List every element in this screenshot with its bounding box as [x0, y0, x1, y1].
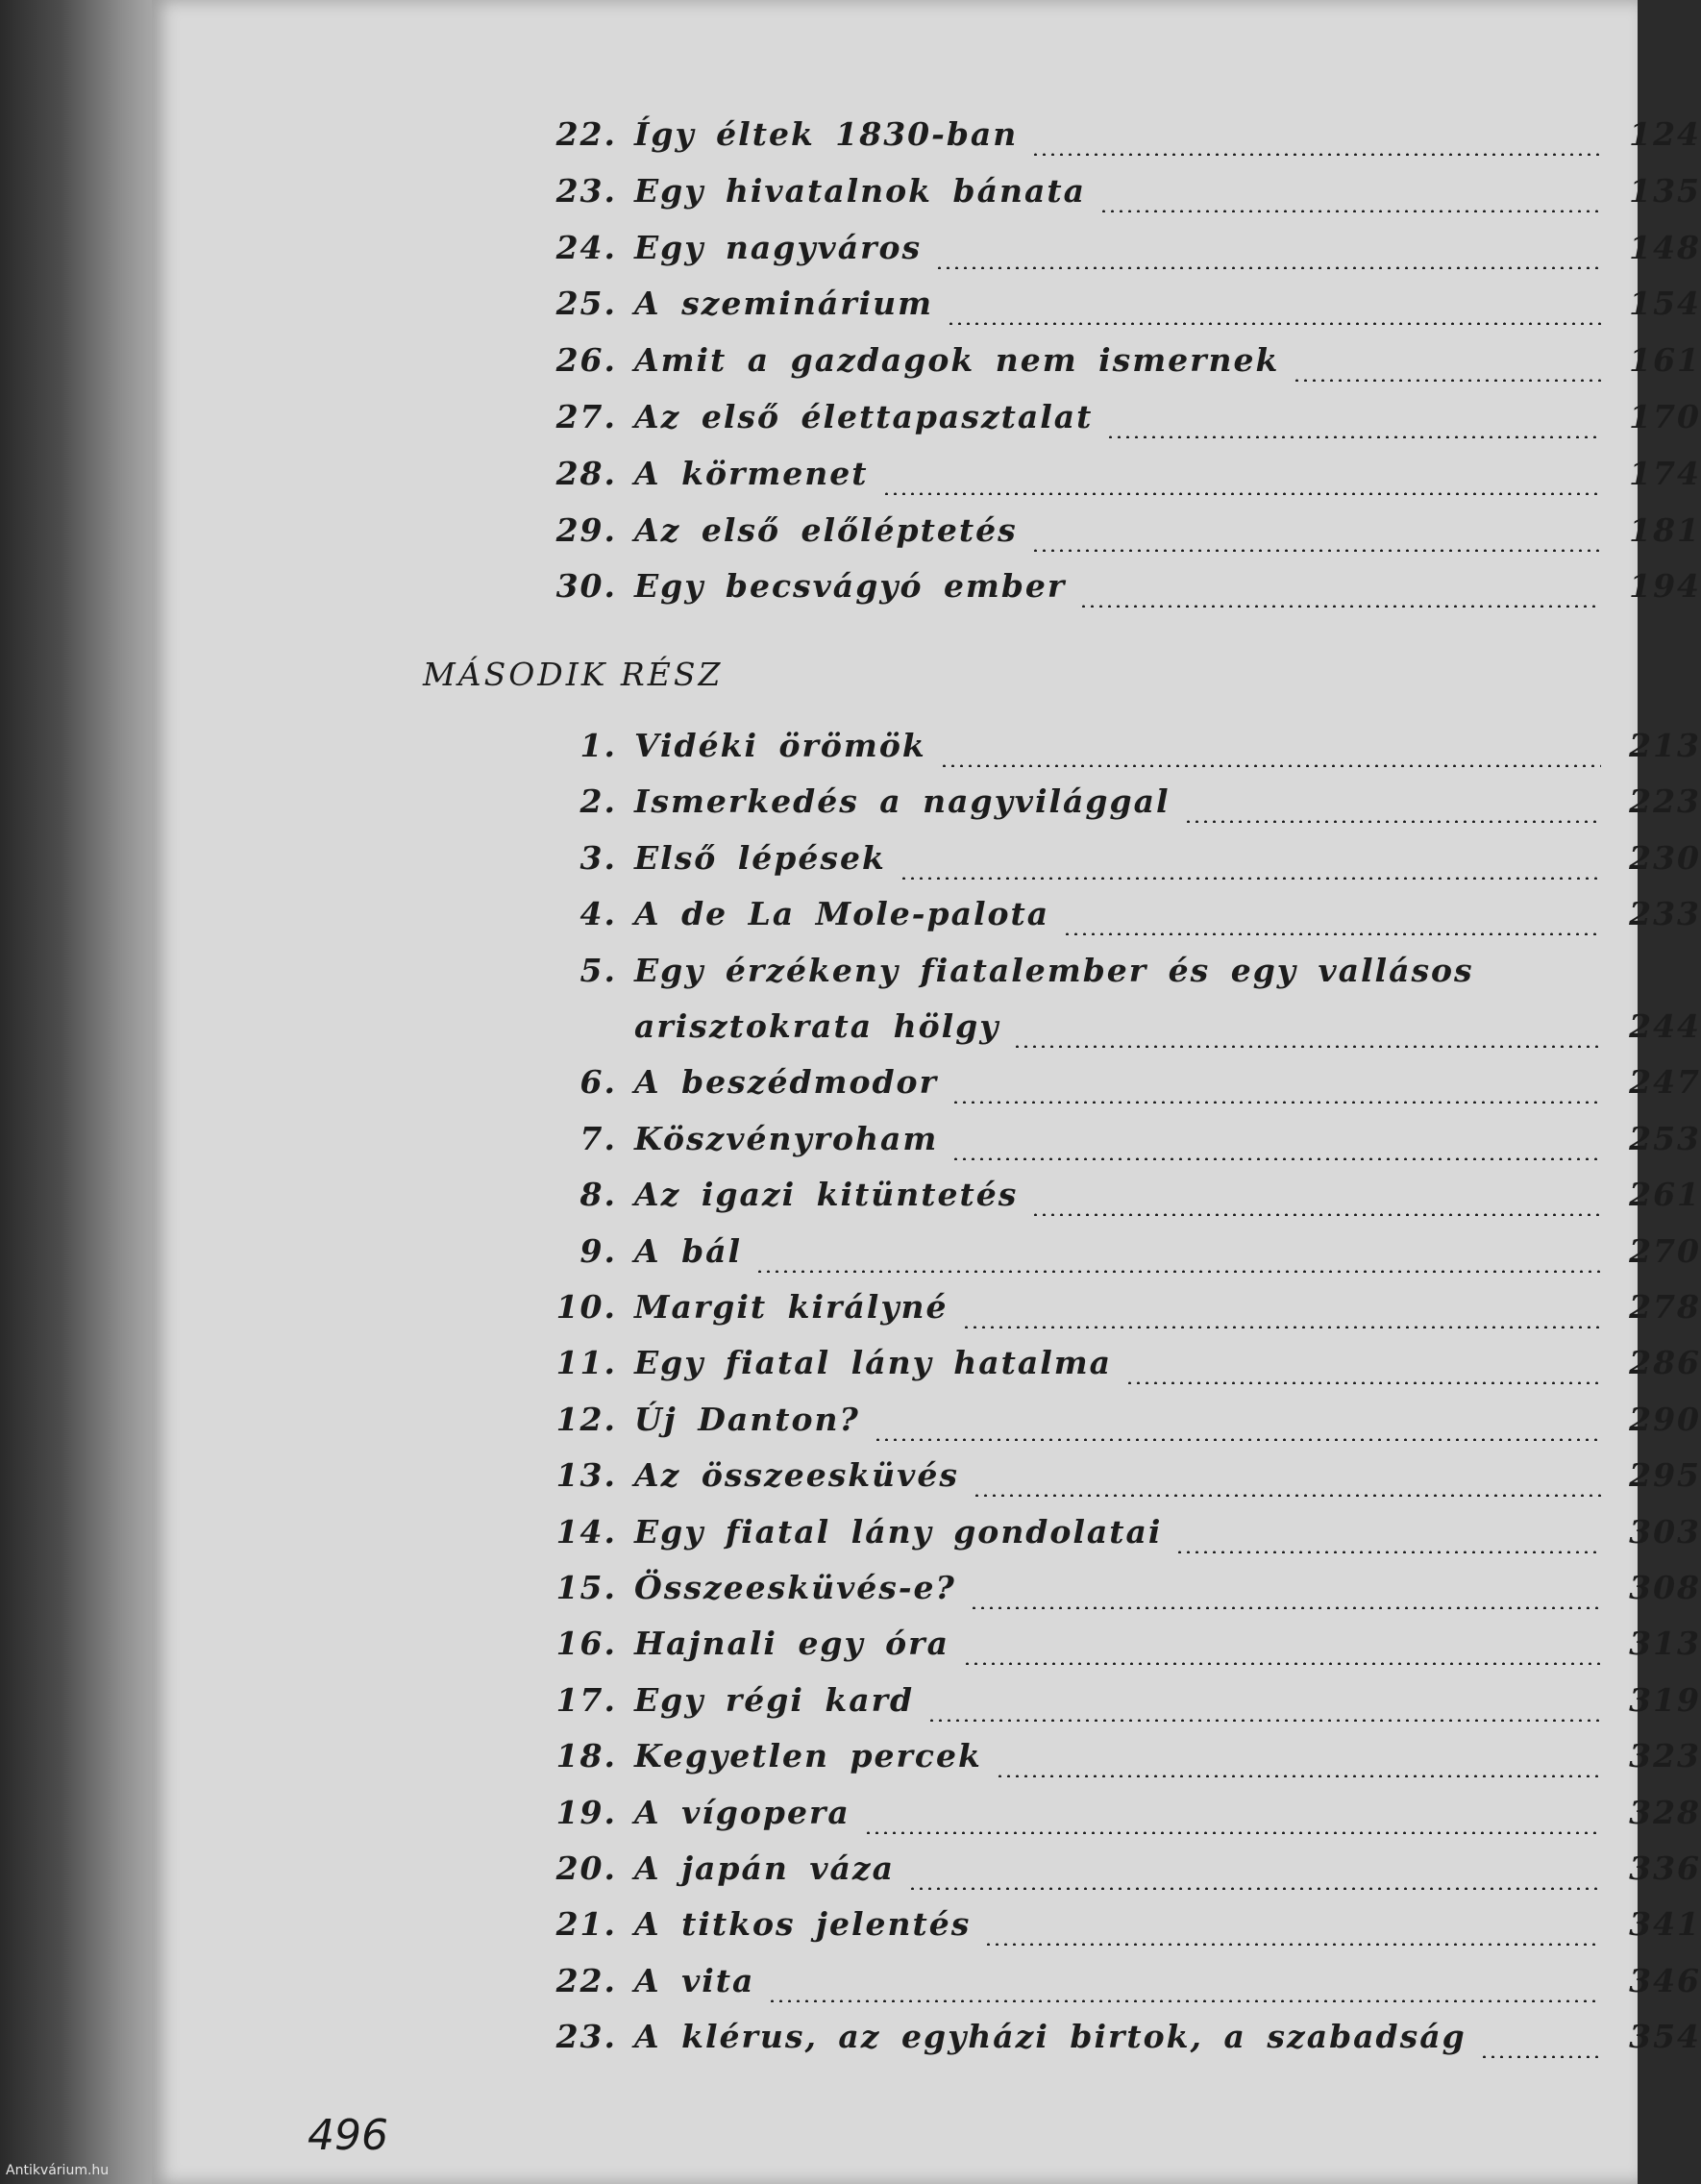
chapter-number: 7.	[579, 1119, 617, 1157]
chapter-number: 6.	[579, 1063, 617, 1102]
dot-leader	[1063, 932, 1601, 935]
chapter-title: A szeminárium	[634, 285, 934, 323]
chapter-title: Margit királyné	[634, 1288, 949, 1326]
dot-leader	[1031, 1213, 1601, 1216]
toc-entry	[490, 285, 1701, 338]
toc-entry	[490, 172, 1701, 226]
chapter-number: 5.	[579, 951, 617, 989]
dot-leader	[951, 1157, 1601, 1160]
chapter-title: Hajnali egy óra	[634, 1625, 949, 1663]
toc-entry	[490, 1456, 1701, 1510]
chapter-title: Amit a gazdagok nem ismernek	[634, 341, 1280, 380]
section-heading: MÁSODIK RÉSZ	[423, 656, 724, 693]
chapter-title: Köszvényroham	[634, 1119, 939, 1157]
chapter-page: 170	[1629, 398, 1701, 435]
dot-leader	[940, 764, 1601, 767]
chapter-page: 181	[1629, 510, 1701, 549]
chapter-number: 17.	[555, 1680, 617, 1719]
chapter-number: 22.	[555, 1961, 617, 1999]
chapter-page: 270	[1629, 1231, 1701, 1270]
toc-entry	[490, 1849, 1701, 1903]
page-number: 496	[308, 2111, 388, 2160]
toc-entry	[490, 455, 1701, 509]
dot-leader	[864, 1831, 1601, 1834]
chapter-number: 14.	[555, 1512, 617, 1551]
book-spine-shadow	[0, 0, 154, 2184]
chapter-page: 278	[1629, 1288, 1701, 1326]
chapter-page: 346	[1629, 1961, 1701, 1999]
dot-leader	[755, 1270, 1601, 1273]
chapter-title: Egy fiatal lány hatalma	[634, 1344, 1113, 1382]
chapter-title: A vígopera	[634, 1793, 850, 1831]
chapter-title: Az összeesküvés	[634, 1456, 959, 1495]
toc-entry	[490, 1288, 1701, 1342]
chapter-number: 22.	[555, 115, 617, 153]
dot-leader	[951, 1101, 1601, 1104]
chapter-page: 154	[1629, 285, 1701, 323]
chapter-number: 27.	[555, 398, 617, 435]
chapter-number: 2.	[579, 782, 617, 821]
toc-entry	[490, 1794, 1701, 1848]
chapter-page: 336	[1629, 1849, 1701, 1887]
toc-entry	[490, 727, 1701, 781]
toc-entry	[490, 1344, 1701, 1398]
dot-leader	[908, 1887, 1601, 1890]
chapter-page: 323	[1629, 1737, 1701, 1775]
chapter-number: 29.	[555, 510, 617, 549]
chapter-title: A japán váza	[634, 1849, 896, 1887]
dot-leader	[1184, 820, 1601, 823]
toc-entry	[490, 1401, 1701, 1454]
dot-leader	[768, 1999, 1601, 2002]
toc-entry	[490, 1232, 1701, 1286]
chapter-number: 15.	[555, 1569, 617, 1606]
chapter-title: Vidéki örömök	[634, 727, 926, 764]
dot-leader	[963, 1662, 1601, 1665]
chapter-number: 4.	[579, 895, 617, 933]
toc-entry	[490, 341, 1701, 395]
chapter-number: 10.	[555, 1288, 617, 1326]
chapter-number: 3.	[579, 838, 617, 877]
chapter-title: Az első előléptetés	[634, 510, 1018, 549]
chapter-number: 16.	[555, 1625, 617, 1663]
chapter-number: 28.	[555, 454, 617, 492]
chapter-title: A bál	[634, 1231, 743, 1270]
toc-entry	[490, 1513, 1701, 1567]
chapter-number: 9.	[579, 1231, 617, 1270]
dot-leader	[970, 1606, 1601, 1609]
chapter-page: 290	[1629, 1400, 1701, 1438]
dot-leader	[1099, 210, 1601, 212]
chapter-title: Ismerkedés a nagyvilággal	[634, 782, 1171, 821]
toc-entry	[490, 1569, 1701, 1623]
toc-entry	[490, 1007, 1701, 1061]
chapter-page: 148	[1629, 228, 1701, 266]
chapter-page: 295	[1629, 1456, 1701, 1495]
watermark-text: Antikvárium.hu	[6, 2163, 110, 2178]
chapter-page: 174	[1629, 454, 1701, 492]
toc-entry	[490, 229, 1701, 283]
chapter-page: 328	[1629, 1793, 1701, 1831]
toc-entry	[490, 511, 1701, 565]
chapter-title: Egy hivatalnok bánata	[634, 171, 1086, 210]
chapter-number: 12.	[555, 1400, 617, 1438]
chapter-number: 19.	[555, 1793, 617, 1831]
toc-entry	[490, 2018, 1701, 2072]
chapter-page: 233	[1629, 895, 1701, 933]
dot-leader	[996, 1774, 1601, 1777]
toc-entry	[490, 839, 1701, 893]
dot-leader	[1106, 435, 1601, 438]
chapter-page: 303	[1629, 1512, 1701, 1551]
chapter-title: Egy becsvágyó ember	[634, 567, 1067, 606]
chapter-page: 261	[1629, 1176, 1701, 1214]
chapter-title: Így éltek 1830-ban	[634, 115, 1019, 153]
chapter-title: Egy érzékeny fiatalember és egy vallásos	[634, 951, 1474, 989]
toc-entry	[490, 1063, 1701, 1117]
chapter-page: 124	[1629, 115, 1701, 153]
dot-leader	[1013, 1045, 1601, 1048]
toc-entry	[490, 1681, 1701, 1735]
chapter-title: Egy régi kard	[634, 1680, 915, 1719]
chapter-number: 20.	[555, 1849, 617, 1887]
dot-leader	[1293, 379, 1601, 382]
chapter-number: 13.	[555, 1456, 617, 1495]
chapter-title: Egy fiatal lány gondolatai	[634, 1512, 1163, 1551]
dot-leader	[962, 1326, 1601, 1328]
chapter-title: arisztokrata hölgy	[634, 1007, 1000, 1045]
chapter-number: 1.	[579, 727, 617, 764]
dot-leader	[935, 266, 1601, 269]
chapter-number: 30.	[555, 567, 617, 606]
toc-entry	[490, 1905, 1701, 1959]
toc-entry	[490, 895, 1701, 949]
toc-entry	[490, 1625, 1701, 1678]
dot-leader	[927, 1719, 1601, 1722]
chapter-page: 230	[1629, 838, 1701, 877]
chapter-title: A körmenet	[634, 454, 869, 492]
chapter-title: Az első élettapasztalat	[634, 398, 1094, 435]
table-of-contents	[152, 0, 1701, 2184]
dot-leader	[984, 1943, 1601, 1946]
chapter-title: Az igazi kitüntetés	[634, 1176, 1019, 1214]
chapter-page: 247	[1629, 1063, 1701, 1102]
chapter-number: 18.	[555, 1737, 617, 1775]
chapter-number: 8.	[579, 1176, 617, 1214]
book-page	[152, 0, 1701, 2184]
chapter-title: Összeesküvés-e?	[634, 1569, 956, 1606]
dot-leader	[874, 1438, 1601, 1441]
toc-entry	[490, 952, 1701, 1005]
chapter-number: 21.	[555, 1905, 617, 1944]
toc-entry	[490, 782, 1701, 836]
chapter-title: A klérus, az egyházi birtok, a szabadság	[634, 2018, 1467, 2056]
dot-leader	[882, 492, 1602, 495]
toc-entry	[490, 398, 1701, 452]
dot-leader	[1031, 153, 1601, 156]
chapter-title: Új Danton?	[634, 1400, 860, 1438]
chapter-title: A de La Mole-palota	[634, 895, 1050, 933]
toc-entry	[490, 1176, 1701, 1229]
chapter-page: 319	[1629, 1680, 1701, 1719]
dot-leader	[947, 322, 1601, 325]
chapter-page: 308	[1629, 1569, 1701, 1606]
chapter-page: 313	[1629, 1625, 1701, 1663]
chapter-page: 194	[1629, 567, 1701, 606]
chapter-page: 161	[1629, 341, 1701, 380]
dot-leader	[973, 1494, 1601, 1497]
dot-leader	[900, 877, 1601, 880]
toc-entry	[490, 1962, 1701, 2016]
chapter-number: 24.	[555, 228, 617, 266]
chapter-page: 135	[1629, 171, 1701, 210]
chapter-title: A beszédmodor	[634, 1063, 938, 1102]
chapter-page: 253	[1629, 1119, 1701, 1157]
chapter-page: 341	[1629, 1905, 1701, 1944]
dot-leader	[1480, 2055, 1601, 2058]
chapter-title: Első lépések	[634, 838, 886, 877]
chapter-title: Egy nagyváros	[634, 228, 923, 266]
chapter-number: 26.	[555, 341, 617, 380]
toc-entry	[490, 1737, 1701, 1791]
chapter-number: 23.	[555, 171, 617, 210]
chapter-page: 286	[1629, 1344, 1701, 1382]
chapter-page: 213	[1629, 727, 1701, 764]
chapter-title: A vita	[634, 1961, 755, 1999]
dot-leader	[1175, 1551, 1601, 1553]
toc-entry	[490, 1120, 1701, 1174]
chapter-page: 223	[1629, 782, 1701, 821]
chapter-title: A titkos jelentés	[634, 1905, 972, 1944]
chapter-number: 23.	[555, 2018, 617, 2056]
chapter-number: 25.	[555, 285, 617, 323]
toc-entry	[490, 567, 1701, 621]
chapter-page: 244	[1629, 1007, 1701, 1045]
toc-entry	[490, 115, 1701, 169]
dot-leader	[1125, 1381, 1601, 1384]
chapter-page: 354	[1629, 2018, 1701, 2056]
chapter-number: 11.	[555, 1344, 617, 1382]
chapter-title: Kegyetlen percek	[634, 1737, 982, 1775]
dot-leader	[1031, 549, 1601, 552]
dot-leader	[1079, 605, 1601, 608]
